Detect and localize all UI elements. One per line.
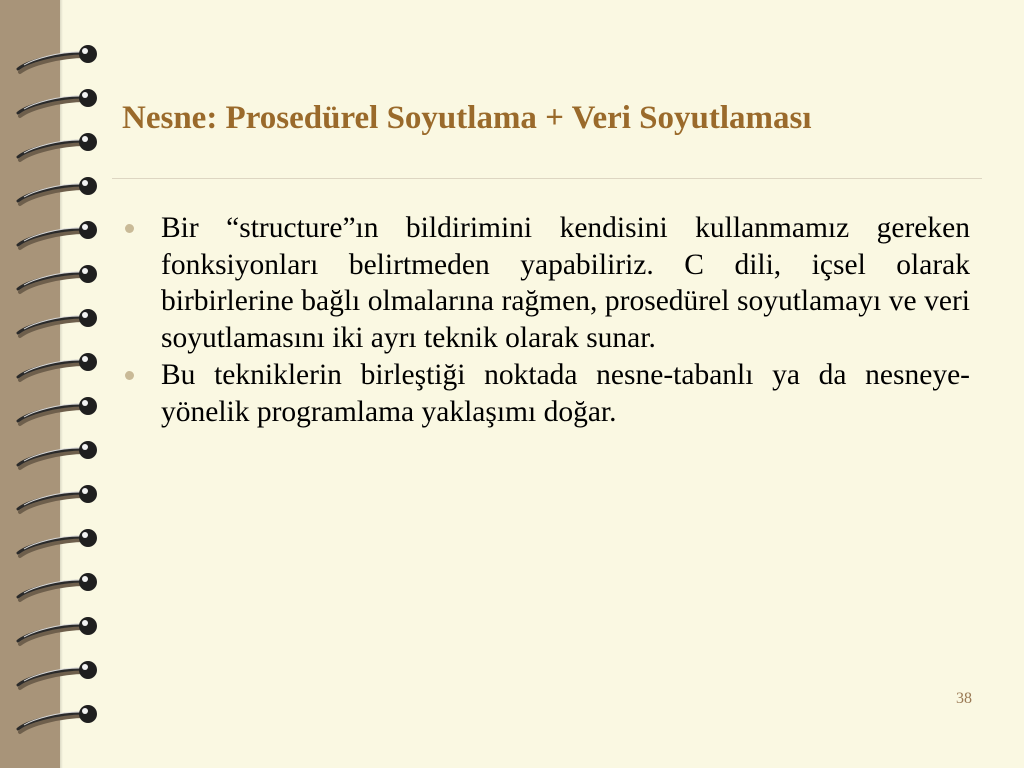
binding-ring-icon [18,441,97,468]
binding-ring-icon [18,89,97,116]
binding-ring-icon [18,221,97,248]
binding-ring-icon [18,133,97,160]
binding-ring-icon [18,573,97,600]
binding-ring-icon [18,353,97,380]
bullet-item [122,357,970,430]
binding-ring-icon [18,397,97,424]
slide-title: Nesne: Prosedürel Soyutlama + Veri Soyutlaması [122,100,812,136]
bullet-item [122,210,970,356]
title-divider [112,178,982,179]
bullet-dot-icon [125,224,134,233]
binding-ring-icon [18,485,97,512]
bullet-list [122,210,970,431]
binding-ring-icon [18,617,97,644]
binding-ring-icon [18,45,97,72]
binding-ring-icon [18,529,97,556]
binding-ring-icon [18,309,97,336]
binding-ring-icon [18,661,97,688]
spiral-binding-icon [0,0,120,768]
binding-ring-icon [18,177,97,204]
bullet-dot-icon [125,371,134,380]
binding-ring-icon [18,705,97,732]
slide-number: 38 [956,690,972,707]
binding-ring-icon [18,265,97,292]
bullet-text: Bu tekniklerin birleştiği noktada nesne-tabanlı ya da nesneye-yönelik programlama yaklaşımı doğar. [161,359,970,428]
bullet-text: Bir “structure”ın bildirimini kendisini kullanmamız gereken fonksiyonları belirtmeden yapabiliriz. C dili, içsel olarak birbirlerine bağlı olmalarına rağmen, prosedürel soyutlamayı ve veri soyutlamasını iki ayrı teknik olarak sunar. [161,212,970,354]
